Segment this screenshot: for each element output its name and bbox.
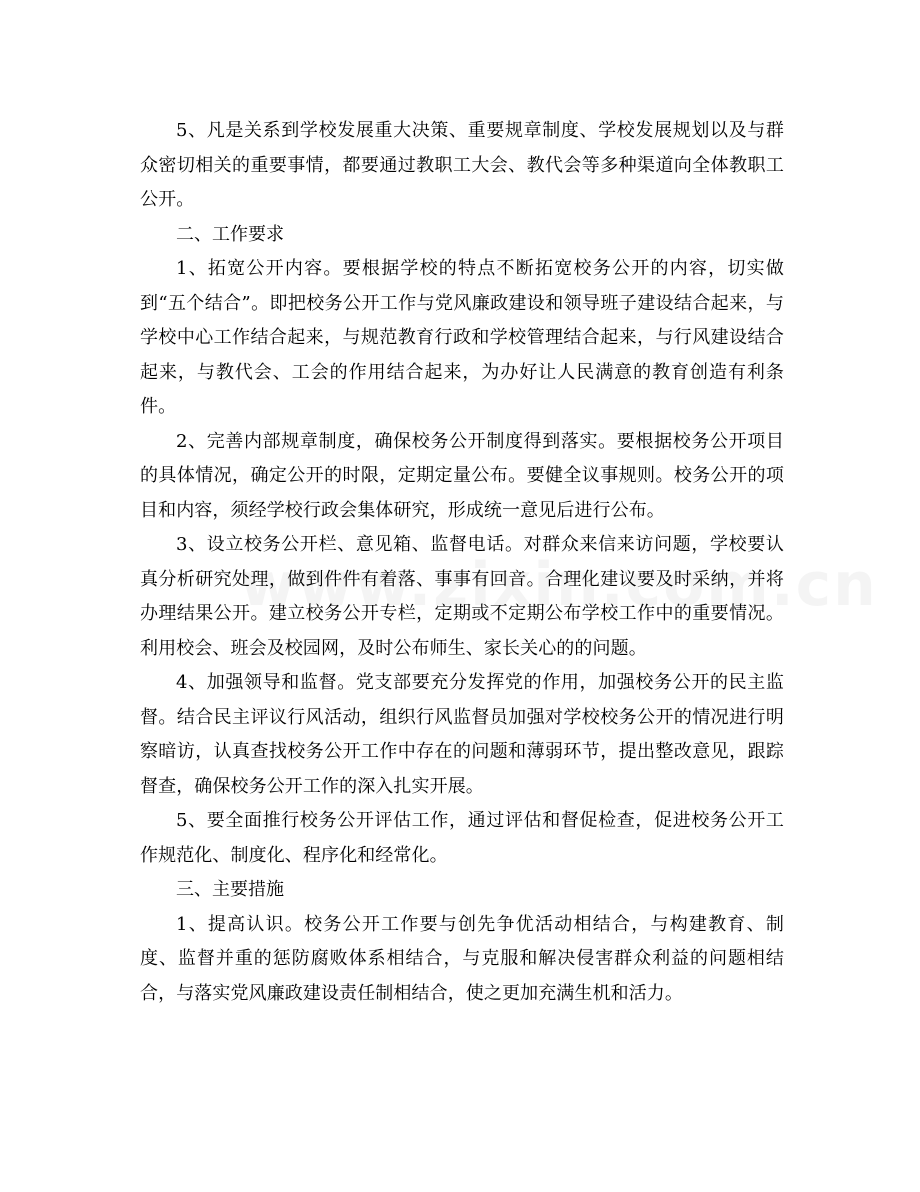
- paragraph-2-2: 2、完善内部规章制度，确保校务公开制度得到落实。要根据校务公开项目的具体情况，确定公开的时限，定期定量公布。要健全议事规则。校务公开的项目和内容，须经学校行政会集体研究，形成统一意见后进行公布。: [140, 430, 784, 521]
- paragraph-3-1: 1、提高认识。校务公开工作要与创先争优活动相结合，与构建教育、制度、监督并重的惩防腐败体系相结合，与克服和解决侵害群众利益的问题相结合，与落实党风廉政建设责任制相结合，使之更加充满生机和活力。: [140, 913, 784, 1004]
- paragraph-1: 5、凡是关系到学校发展重大决策、重要规章制度、学校发展规划以及与群众密切相关的重要事情，都要通过教职工大会、教代会等多种渠道向全体教职工公开。: [140, 120, 784, 210]
- paragraph-2-1: 1、拓宽公开内容。要根据学校的特点不断拓宽校务公开的内容，切实做到“五个结合”。即把校务公开工作与党风廉政建设和领导班子建设结合起来，与学校中心工作结合起来，与规范教育行政和学校管理结合起来，与行风建设结合起来，与教代会、工会的作用结合起来，为办好让人民满意的教育创造有利条件。: [140, 258, 784, 417]
- paragraph-2-4: 4、加强领导和监督。党支部要充分发挥党的作用，加强校务公开的民主监督。结合民主评议行风活动，组织行风监督员加强对学校校务公开的情况进行明察暗访，认真查找校务公开工作中存在的问题和薄弱环节，提出整改意见，跟踪督查，确保校务公开工作的深入扎实开展。: [140, 672, 784, 797]
- document-body: [140, 114, 784, 1011]
- paragraph-2-5: 5、要全面推行校务公开评估工作，通过评估和督促检查，促进校务公开工作规范化、制度化、程序化和经常化。: [140, 810, 784, 866]
- section-heading-2: 二、工作要求: [176, 223, 284, 245]
- section-heading-3: 三、主要措施: [176, 879, 284, 900]
- paragraph-2-3: 3、设立校务公开栏、意见箱、监督电话。对群众来信来访问题，学校要认真分析研究处理，做到件件有着落、事事有回音。合理化建议要及时采纳，并将办理结果公开。建立校务公开专栏，定期或不定期公布学校工作中的重要情况。利用校会、班会及校园网，及时公布师生、家长关心的的问题。: [140, 534, 784, 659]
